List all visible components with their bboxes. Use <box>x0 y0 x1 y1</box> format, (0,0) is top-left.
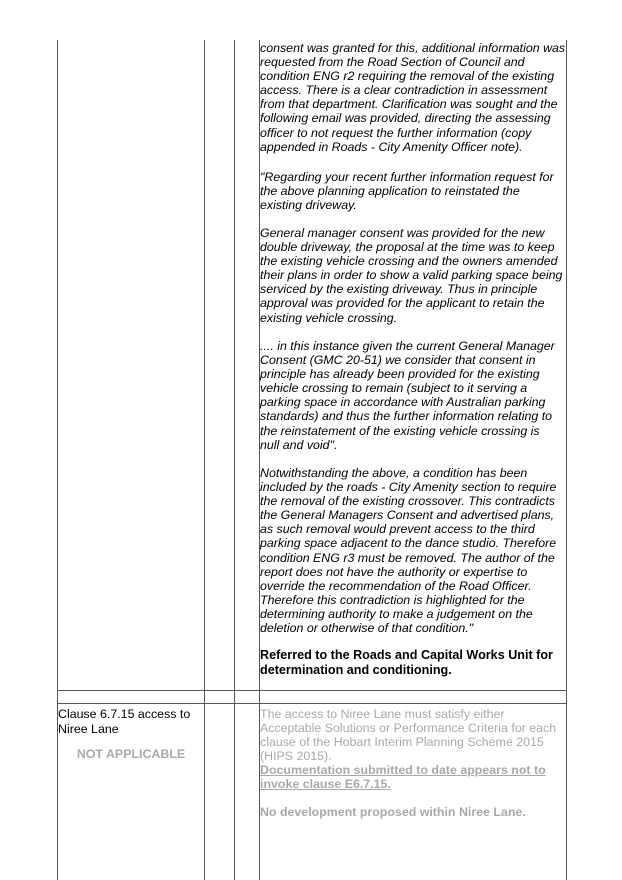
gmc-paragraph: .... in this instance given the current General Manager Consent (GMC 20-51) we consider that consent in principle has already been provided for the existing vehicle crossing to remain (subject to it serving a parking space in accordance with Australian parking standards) and thus the further information relating to the reinstatement of the existing vehicle crossing is null and void". <box>260 339 555 452</box>
notwithstanding-paragraph: Notwithstanding the above, a condition has been included by the roads - City Amenity section to require the removal of the existing crossover. This contradicts the General Managers Consent and advertised plans, as such removal would prevent access to the third parking space adjacent to the dance studio. Therefore condition ENG r3 must be removed. The author of the report does not have the authority or expertise to override the recommendation of the Road Officer. Therefore this contradiction is highlighted for the determining authority to make a judgement on the deletion or otherwise of that condition." <box>260 466 557 636</box>
table-border-col2 <box>204 40 205 880</box>
referral-note: Referred to the Roads and Capital Works Unit for determination and conditioning. <box>260 648 553 677</box>
status-badge: NOT APPLICABLE <box>76 747 186 761</box>
general-manager-paragraph: General manager consent was provided for the new double driveway, the proposal at the time was to keep the existing vehicle crossing and the owners amended their plans in order to show a valid parking space being serviced by the existing driveway. Thus in principle approval was provided for the applicant to retain the existing vehicle crossing. <box>260 226 563 325</box>
table-border-right <box>566 40 567 880</box>
documentation-note: Documentation submitted to date appears not to invoke clause E6.7.15. <box>260 763 546 792</box>
table-row-divider-top <box>57 690 567 691</box>
clause-requirement: The access to Niree Lane must satisfy either Acceptable Solutions or Performance Criteria for each clause of the Hobart Interim Planning Scheme 2015 (HIPS 2015). <box>260 707 557 764</box>
table-row-divider-bottom <box>57 703 567 704</box>
development-note: No development proposed within Niree Lane. <box>260 805 526 819</box>
clause-title: Clause 6.7.15 access to Niree Lane <box>58 707 191 736</box>
assessment-paragraph: consent was granted for this, additional information was requested from the Road Section of Council and condition ENG r2 requiring the removal of the existing access. There is a clear contradiction in assessment from that department. Clarification was sought and the following email was provided, directing the assessing officer to not request the further information (copy appended in Roads - City Amenity Officer note). <box>260 41 566 154</box>
table-border-col3 <box>234 40 235 880</box>
email-quote-paragraph: "Regarding your recent further information request for the above planning application to reinstated the existing driveway. <box>260 170 554 213</box>
